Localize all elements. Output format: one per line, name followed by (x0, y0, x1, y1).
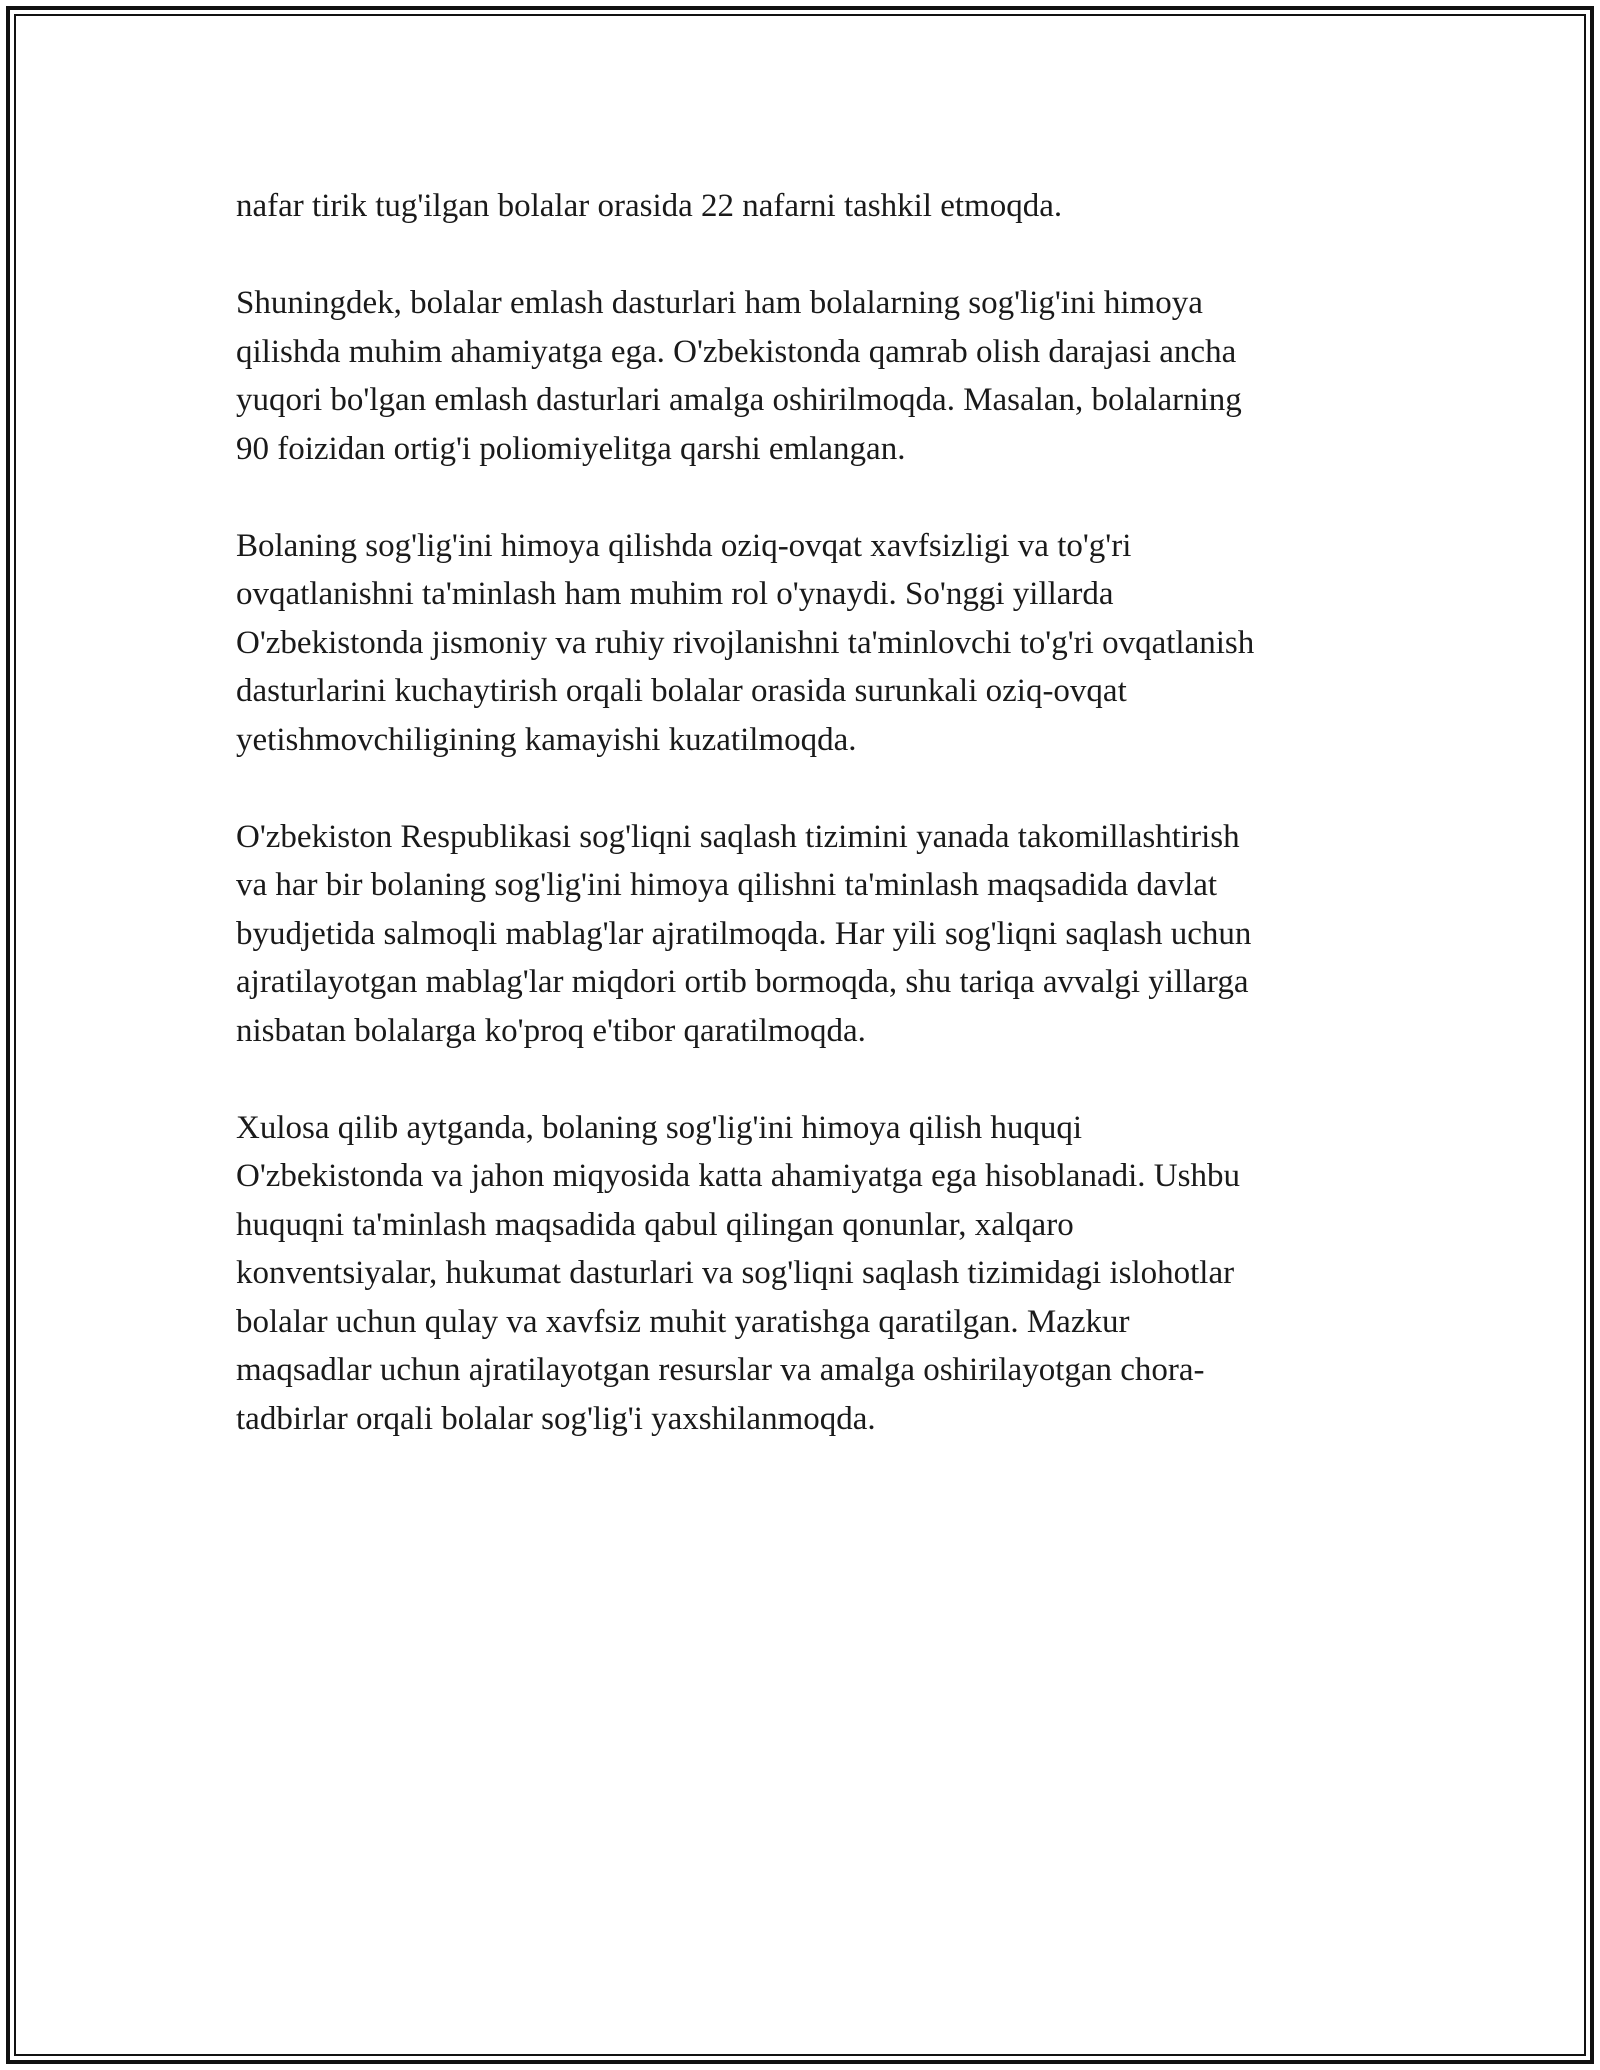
paragraph-2: Shuningdek, bolalar emlash dasturlari ham bolalarning sog'lig'ini himoya qilishda muhim ahamiyatga ega. O'zbekistonda qamrab olish darajasi ancha yuqori bo'lgan emlash dasturlari amalga oshirilmoqda. Masalan, bolalarning 90 foizidan ortig'i poliomiyelitga qarshi emlangan. (236, 285, 1242, 467)
paragraph-4: O'zbekiston Respublikasi sog'liqni saqlash tizimini yanada takomillashtirish va har bir bolaning sog'lig'ini himoya qilishni ta'minlash maqsadida davlat byudjetida salmoqli mablag'lar ajratilmoqda. Har yili sog'liqni saqlash uchun ajratilayotgan mablag'lar miqdori ortib bormoqda, shu tariqa avvalgi yillarga nisbatan bolalarga ko'proq e'tibor qaratilmoqda. (236, 818, 1252, 1049)
paragraph-3: Bolaning sog'lig'ini himoya qilishda oziq-ovqat xavfsizligi va to'g'ri ovqatlanishni ta'minlash ham muhim rol o'ynaydi. So'nggi yillarda O'zbekistonda jismoniy va ruhiy rivojlanishni ta'minlovchi to'g'ri ovqatlanish dasturlarini kuchaytirish orqali bolalar orasida surunkali oziq-ovqat yetishmovchiligining kamayishi kuzatilmoqda. (236, 527, 1255, 758)
document-body (236, 182, 1376, 1492)
paragraph-5: Xulosa qilib aytganda, bolaning sog'lig'ini himoya qilish huquqi O'zbekistonda va jahon miqyosida katta ahamiyatga ega hisoblanadi. Ushbu huquqni ta'minlash maqsadida qabul qilingan qonunlar, xalqaro konventsiyalar, hukumat dasturlari va sog'liqni saqlash tizimidagi islohotlar bolalar uchun qulay va xavfsiz muhit yaratishga qaratilgan. Mazkur maqsadlar uchun ajratilayotgan resurslar va amalga oshirilayotgan chora- tadbirlar orqali bolalar sog'lig'i yaxshilanmoqda. (236, 1109, 1240, 1437)
paragraph-1: nafar tirik tug'ilgan bolalar orasida 22 nafarni tashkil etmoqda. (236, 188, 1063, 224)
